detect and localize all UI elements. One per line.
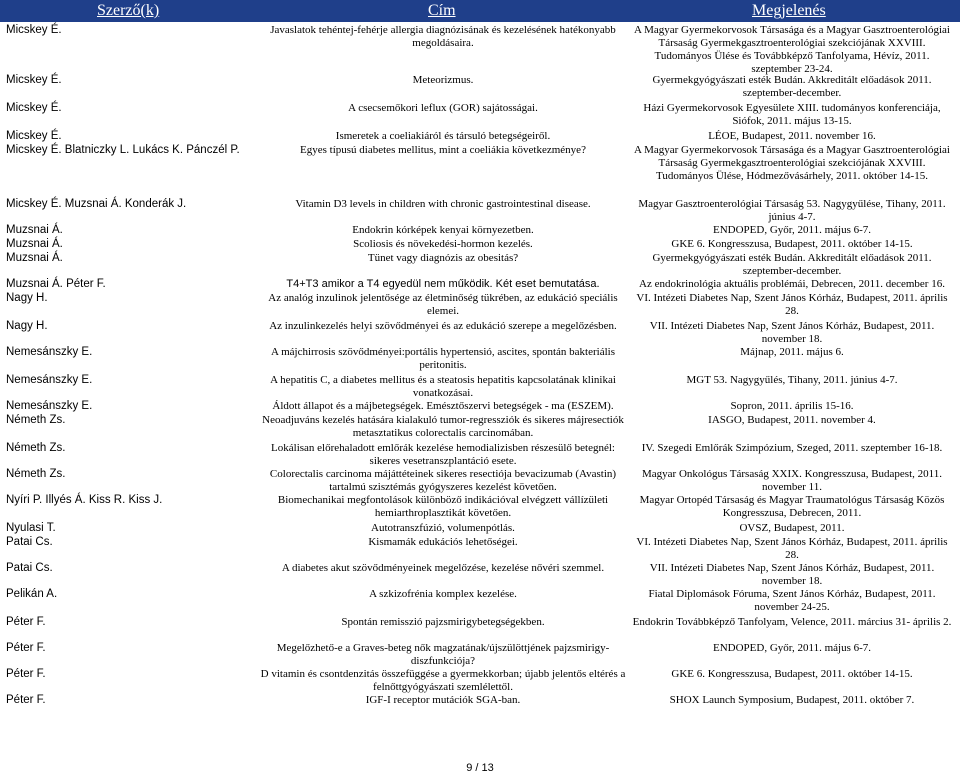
table-row bbox=[0, 694, 960, 708]
row-title: A diabetes akut szövődményeinek megelőzése, kezelése nővéri szemmel. bbox=[281, 562, 605, 574]
row-title: Az analóg inzulinok jelentősége az életminőség tükrében, az edukáció speciális elemei. bbox=[268, 292, 618, 317]
row-title: Spontán remisszió pajzsmirigybetegségekben. bbox=[341, 616, 545, 628]
row-venue: Májnap, 2011. május 6. bbox=[740, 346, 844, 358]
row-title: A májchirrosis szövődményei:portális hypertensió, ascites, spontán bakteriális peritonitis. bbox=[271, 346, 615, 371]
table-row bbox=[0, 238, 960, 252]
table-row bbox=[0, 642, 960, 668]
row-title: Meteorizmus. bbox=[412, 74, 474, 86]
row-authors: Micskey É. bbox=[6, 102, 62, 114]
table-row bbox=[0, 414, 960, 442]
table-row bbox=[0, 616, 960, 642]
row-venue: VII. Intézeti Diabetes Nap, Szent János Kórház, Budapest, 2011. november 18. bbox=[649, 562, 935, 587]
table-row bbox=[0, 400, 960, 414]
row-authors: Patai Cs. bbox=[6, 562, 53, 574]
row-title: Scoliosis és növekedési-hormon kezelés. bbox=[353, 238, 533, 250]
row-title: Tünet vagy diagnózis az obesitás? bbox=[367, 252, 519, 264]
table-row bbox=[0, 102, 960, 130]
row-title: Lokálisan előrehaladott emlőrák kezelése hemodializisben részesülő betegnél: sikeres vesetranszplantáció esete. bbox=[271, 442, 615, 467]
row-venue: IV. Szegedi Emlőrák Szimpózium, Szeged, 2011. szeptember 16-18. bbox=[641, 442, 943, 454]
row-authors: Nyíri P. Illyés Á. Kiss R. Kiss J. bbox=[6, 494, 163, 506]
table-row bbox=[0, 536, 960, 562]
title-column-header: Cím bbox=[428, 2, 456, 19]
row-title: Áldott állapot és a májbetegségek. Emésztőszervi betegségek - ma (ESZEM). bbox=[272, 400, 614, 412]
row-venue: VII. Intézeti Diabetes Nap, Szent János Kórház, Budapest, 2011. november 18. bbox=[649, 320, 935, 345]
row-venue: Magyar Onkológus Társaság XXIX. Kongresszusa, Budapest, 2011. november 11. bbox=[641, 468, 942, 493]
table-row bbox=[0, 224, 960, 238]
table-row bbox=[0, 588, 960, 616]
author-column-header: Szerző(k) bbox=[97, 2, 160, 19]
row-venue: Fiatal Diplomások Fóruma, Szent János Kórház, Budapest, 2011. november 24-25. bbox=[648, 588, 936, 613]
row-venue: SHOX Launch Symposium, Budapest, 2011. október 7. bbox=[669, 694, 915, 706]
row-authors: Micskey É. bbox=[6, 24, 62, 36]
row-title: T4+T3 amikor a T4 egyedül nem működik. Két eset bemutatása. bbox=[286, 278, 600, 290]
row-venue: Gyermekgyógyászati esték Budán. Akkreditált előadások 2011. szeptember-december. bbox=[652, 252, 932, 277]
row-authors: Németh Zs. bbox=[6, 442, 66, 454]
row-authors: Muzsnai Á. bbox=[6, 252, 63, 264]
row-title: Neoadjuváns kezelés hatására kialakuló tumor-regressziók és sikeres májresectiók metasztatikus colorectalis carcinomában. bbox=[262, 414, 624, 439]
row-venue: GKE 6. Kongresszusa, Budapest, 2011. október 14-15. bbox=[671, 668, 913, 680]
row-authors: Nemesánszky E. bbox=[6, 374, 93, 386]
table-row bbox=[0, 668, 960, 694]
row-authors: Péter F. bbox=[6, 694, 46, 706]
row-title: IGF-I receptor mutációk SGA-ban. bbox=[365, 694, 521, 706]
table-row bbox=[0, 468, 960, 494]
row-venue: Magyar Gasztroenterológiai Társaság 53. Nagygyűlése, Tihany, 2011. június 4-7. bbox=[638, 198, 946, 223]
row-venue: A Magyar Gyermekorvosok Társasága és a Magyar Gasztroenterológiai Társaság Gyermekgasztroenterológiai szekciójának XXVIII. Tudományos Ülése, Hódmezővásárhely, 2011. október 14-15. bbox=[634, 144, 950, 182]
table-row bbox=[0, 130, 960, 144]
row-title: Ismeretek a coeliakiáról és társuló betegségeiről. bbox=[335, 130, 551, 142]
row-venue: LÉOE, Budapest, 2011. november 16. bbox=[708, 130, 876, 142]
row-venue: OVSZ, Budapest, 2011. bbox=[739, 522, 845, 534]
row-venue: Házi Gyermekorvosok Egyesülete XIII. tudományos konferenciája, Siófok, 2011. május 13-15. bbox=[643, 102, 941, 127]
table-row bbox=[0, 198, 960, 224]
row-venue: A Magyar Gyermekorvosok Társasága és a Magyar Gasztroenterológiai Társaság Gyermekgasztroenterológiai szekciójának XXVIII. Tudományos Ülése és Továbbképző Tanfolyama, Hévíz, 2011. szeptember 23-24. bbox=[634, 24, 950, 75]
row-authors: Németh Zs. bbox=[6, 414, 66, 426]
row-venue: IASGO, Budapest, 2011. november 4. bbox=[708, 414, 876, 426]
row-authors: Nagy H. bbox=[6, 320, 48, 332]
venue-column-header: Megjelenés bbox=[752, 2, 826, 19]
row-authors: Muzsnai Á. bbox=[6, 238, 63, 250]
table-header bbox=[0, 0, 960, 22]
row-title: A hepatitis C, a diabetes mellitus és a steatosis hepatitis kapcsolatának klinikai vonatkozásai. bbox=[270, 374, 616, 399]
row-authors: Micskey É. Blatniczky L. Lukács K. Pánczél P. bbox=[6, 144, 240, 156]
row-authors: Nemesánszky E. bbox=[6, 400, 93, 412]
row-authors: Németh Zs. bbox=[6, 468, 66, 480]
row-title: Endokrin kórképek kenyai környezetben. bbox=[352, 224, 534, 236]
table-row bbox=[0, 346, 960, 374]
row-title: Megelőzhető-e a Graves-beteg nők magzatának/újszülöttjének pajzsmirigy-diszfunkciója? bbox=[276, 642, 610, 667]
row-venue: GKE 6. Kongresszusa, Budapest, 2011. október 14-15. bbox=[671, 238, 913, 250]
row-authors: Muzsnai Á. bbox=[6, 224, 63, 236]
row-venue: Gyermekgyógyászati esték Budán. Akkreditált előadások 2011. szeptember-december. bbox=[652, 74, 932, 99]
table-row bbox=[0, 24, 960, 74]
table-row bbox=[0, 494, 960, 522]
table-row bbox=[0, 562, 960, 588]
table-row bbox=[0, 374, 960, 400]
table-row bbox=[0, 292, 960, 320]
row-title: Vitamin D3 levels in children with chronic gastrointestinal disease. bbox=[295, 198, 591, 210]
row-venue: Magyar Ortopéd Társaság és Magyar Traumatológus Társaság Közös Kongresszusa, Debrecen, 2011. bbox=[639, 494, 945, 519]
row-venue: ENDOPED, Győr, 2011. május 6-7. bbox=[712, 642, 872, 654]
table-row bbox=[0, 252, 960, 278]
row-authors: Nyulasi T. bbox=[6, 522, 56, 534]
row-venue: VI. Intézeti Diabetes Nap, Szent János Kórház, Budapest, 2011. április 28. bbox=[636, 292, 948, 317]
row-title: Egyes típusú diabetes mellitus, mint a coeliákia következménye? bbox=[300, 144, 586, 156]
row-venue: Endokrin Továbbképző Tanfolyam, Velence, 2011. március 31- április 2. bbox=[632, 616, 952, 628]
row-authors: Micskey É. bbox=[6, 130, 62, 142]
row-title: Kismamák edukációs lehetőségei. bbox=[368, 536, 518, 548]
page-number: 9 / 13 bbox=[466, 762, 494, 774]
row-authors: Muzsnai Á. Péter F. bbox=[6, 278, 106, 290]
row-authors: Nemesánszky E. bbox=[6, 346, 93, 358]
row-title: Biomechanikai megfontolások különböző indikációval elvégzett vállízületi hemiarthroplasztikát követően. bbox=[277, 494, 609, 519]
table-row bbox=[0, 278, 960, 292]
row-venue: Az endokrinológia aktuális problémái, Debrecen, 2011. december 16. bbox=[639, 278, 945, 290]
publication-table bbox=[0, 24, 960, 708]
row-title: A szkizofrénia komplex kezelése. bbox=[369, 588, 517, 600]
table-row bbox=[0, 74, 960, 102]
row-title: Autotranszfúzió, volumenpótlás. bbox=[371, 522, 515, 534]
row-authors: Pelikán A. bbox=[6, 588, 58, 600]
table-row bbox=[0, 144, 960, 198]
row-authors: Nagy H. bbox=[6, 292, 48, 304]
row-venue: MGT 53. Nagygyűlés, Tihany, 2011. június 4-7. bbox=[686, 374, 898, 386]
table-row bbox=[0, 522, 960, 536]
row-title: D vitamin és csontdenzitás összefüggése a gyermekkorban; újabb jelentős eltérés a felnőttgyógyászati szemlélettől. bbox=[260, 668, 626, 693]
row-venue: ENDOPED, Győr, 2011. május 6-7. bbox=[712, 224, 872, 236]
row-authors: Micskey É. bbox=[6, 74, 62, 86]
row-title: Az inzulinkezelés helyi szövődményei és az edukáció szerepe a megelőzésben. bbox=[269, 320, 617, 332]
table-row bbox=[0, 442, 960, 468]
row-title: Colorectalis carcinoma májáttéteinek sikeres resectiója bevacizumab (Avastin) tartalmú szisztémás gyógyszeres kezelést követően. bbox=[269, 468, 617, 493]
row-authors: Micskey É. Muzsnai Á. Konderák J. bbox=[6, 198, 187, 210]
row-authors: Péter F. bbox=[6, 616, 46, 628]
row-authors: Péter F. bbox=[6, 668, 46, 680]
table-row bbox=[0, 320, 960, 346]
row-venue: Sopron, 2011. április 15-16. bbox=[730, 400, 854, 412]
row-venue: VI. Intézeti Diabetes Nap, Szent János Kórház, Budapest, 2011. április 28. bbox=[636, 536, 948, 561]
row-authors: Péter F. bbox=[6, 642, 46, 654]
row-title: Javaslatok tehéntej-fehérje allergia diagnózisának és kezelésének hatékonyabb megoldásaira. bbox=[270, 24, 616, 49]
row-authors: Patai Cs. bbox=[6, 536, 53, 548]
row-title: A csecsemőkori leflux (GOR) sajátosságai. bbox=[348, 102, 538, 114]
